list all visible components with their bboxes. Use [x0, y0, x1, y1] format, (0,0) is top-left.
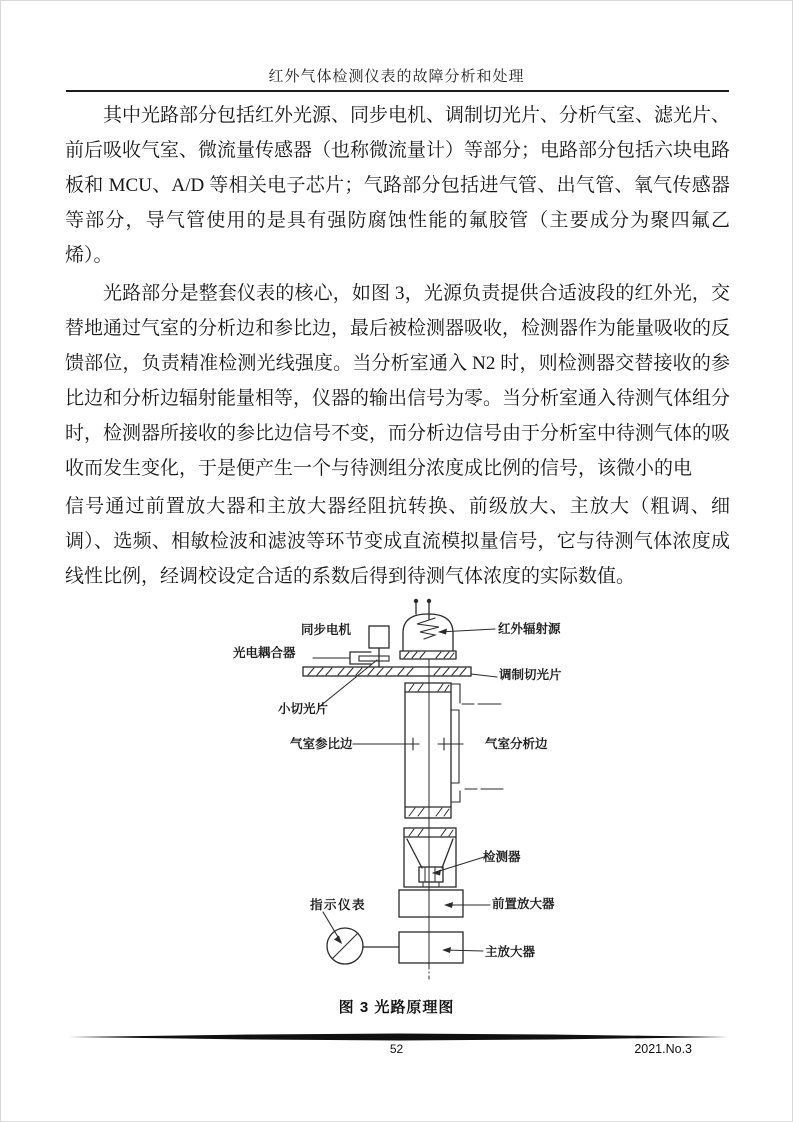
label-sync-motor: 同步电机 [301, 623, 352, 637]
label-photo-coupler: 光电耦合器 [233, 646, 296, 660]
label-mod-chopper: 调制切光片 [499, 668, 562, 682]
page-number: 52 [389, 1042, 404, 1056]
label-analysis-side: 气室分析边 [485, 737, 548, 751]
issue-number: 2021.No.3 [634, 1042, 692, 1056]
label-detector: 检测器 [483, 850, 521, 864]
modulating-chopper-bar [303, 667, 497, 677]
gas-cell-column [353, 683, 503, 818]
figure-caption: 图 3 光路原理图 [338, 999, 455, 1016]
indicator-meter [323, 912, 399, 964]
paragraph: 信号通过前置放大器和主放大器经阻抗转换、前级放大、主放大（粗调、细调）、选频、相敏检波和滤波等环节变成直流模拟量信号，它与待测气体浓度成线性比例，经调校设定合适的系数后得到待测气体浓度的实际数值。 [65, 496, 730, 587]
label-preamp: 前置放大器 [492, 897, 555, 911]
main-amplifier-box [399, 932, 483, 963]
optical-path-diagram [1, 1, 793, 1122]
label-indicator: 指示仪表 [310, 898, 367, 912]
footer-rule [69, 1034, 728, 1041]
label-main-amp: 主放大器 [485, 945, 536, 959]
label-ref-side: 气室参比边 [290, 737, 353, 751]
preamplifier-box [399, 890, 490, 917]
label-ir-source: 红外辐射源 [498, 622, 561, 636]
detector-housing [404, 828, 484, 887]
paragraph: 光路部分是整套仪表的核心，如图 3，光源负责提供合适波段的红外光，交替地通过气室的分析边和参比边，最后被检测器吸收，检测器作为能量吸收的反馈部位，负责精准检测光线强度。当分析室通入 N2 时，则检测器交替接收的参比边和分析边辐射能量相等，仪器的输出信号为零。当分析室通入待测气体组分时，检测器所接收的参比边信号不变，而分析边信号由于分析室中待测气体的吸收而发生变化，于是便产生一个与待测组分浓度成比例的信号，该微小的电 [65, 283, 731, 479]
running-head-title: 红外气体检测仪表的故障分析和处理 [268, 69, 525, 85]
paragraph: 其中光路部分包括红外光源、同步电机、调制切光片、分析气室、滤光片、前后吸收气室、微流量传感器（也称微流量计）等部分；电路部分包括六块电路板和 MCU、A/D 等相关电子芯片；气路部分包括进气管、出气管、氧气传感器等部分，导气管使用的是具有强防腐蚀性能的氟胶管（主要成分为聚四氟乙烯）。 [65, 105, 731, 266]
label-small-chopper: 小切光片 [278, 702, 329, 716]
ir-source-dome [400, 599, 495, 659]
